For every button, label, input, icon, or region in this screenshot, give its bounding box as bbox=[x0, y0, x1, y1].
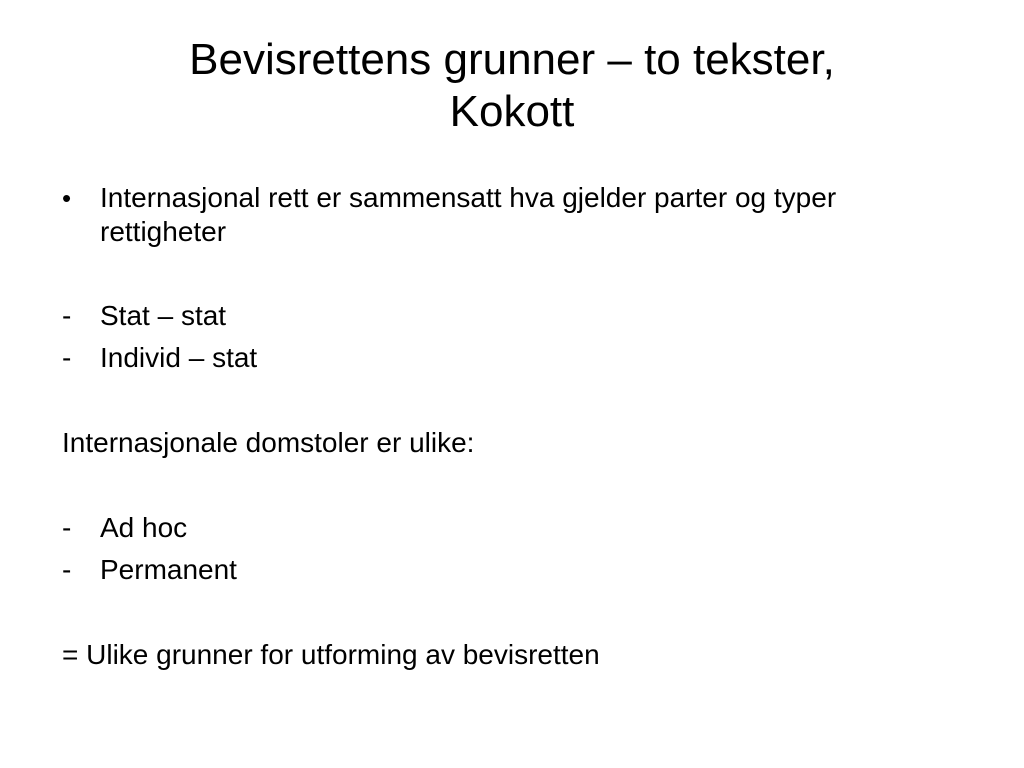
parties-item-1 bbox=[62, 299, 942, 333]
courts-intro-text: Internasjonale domstoler er ulike: bbox=[62, 427, 475, 458]
slide-title bbox=[60, 34, 964, 138]
spacer bbox=[62, 587, 942, 638]
spacer bbox=[62, 249, 942, 299]
courts-item-2 bbox=[62, 553, 942, 587]
spacer bbox=[62, 333, 942, 341]
bullet-item bbox=[62, 181, 942, 249]
slide-title-line-2: Kokott bbox=[449, 87, 575, 136]
spacer bbox=[62, 375, 942, 426]
dash-marker: - bbox=[62, 342, 72, 373]
spacer bbox=[62, 545, 942, 553]
dash-marker: - bbox=[62, 554, 72, 585]
dash-marker: - bbox=[62, 512, 72, 543]
courts-text-1: Ad hoc bbox=[100, 512, 188, 543]
spacer bbox=[62, 460, 942, 511]
courts-intro bbox=[62, 426, 942, 460]
bullet-text: Internasjonal rett er sammensatt hva gjelder parter og typer rettigheter bbox=[100, 182, 837, 247]
conclusion-text: = Ulike grunner for utforming av bevisretten bbox=[62, 639, 600, 670]
bullet-marker: • bbox=[62, 183, 72, 213]
slide-body bbox=[62, 181, 942, 672]
dash-marker: - bbox=[62, 300, 72, 331]
slide-title-line-1: Bevisrettens grunner – to tekster, bbox=[189, 35, 835, 84]
conclusion bbox=[62, 638, 942, 672]
parties-text-1: Stat – stat bbox=[100, 300, 227, 331]
parties-text-2: Individ – stat bbox=[100, 342, 258, 373]
courts-item-1 bbox=[62, 511, 942, 545]
courts-text-2: Permanent bbox=[100, 554, 237, 585]
parties-item-2 bbox=[62, 341, 942, 375]
